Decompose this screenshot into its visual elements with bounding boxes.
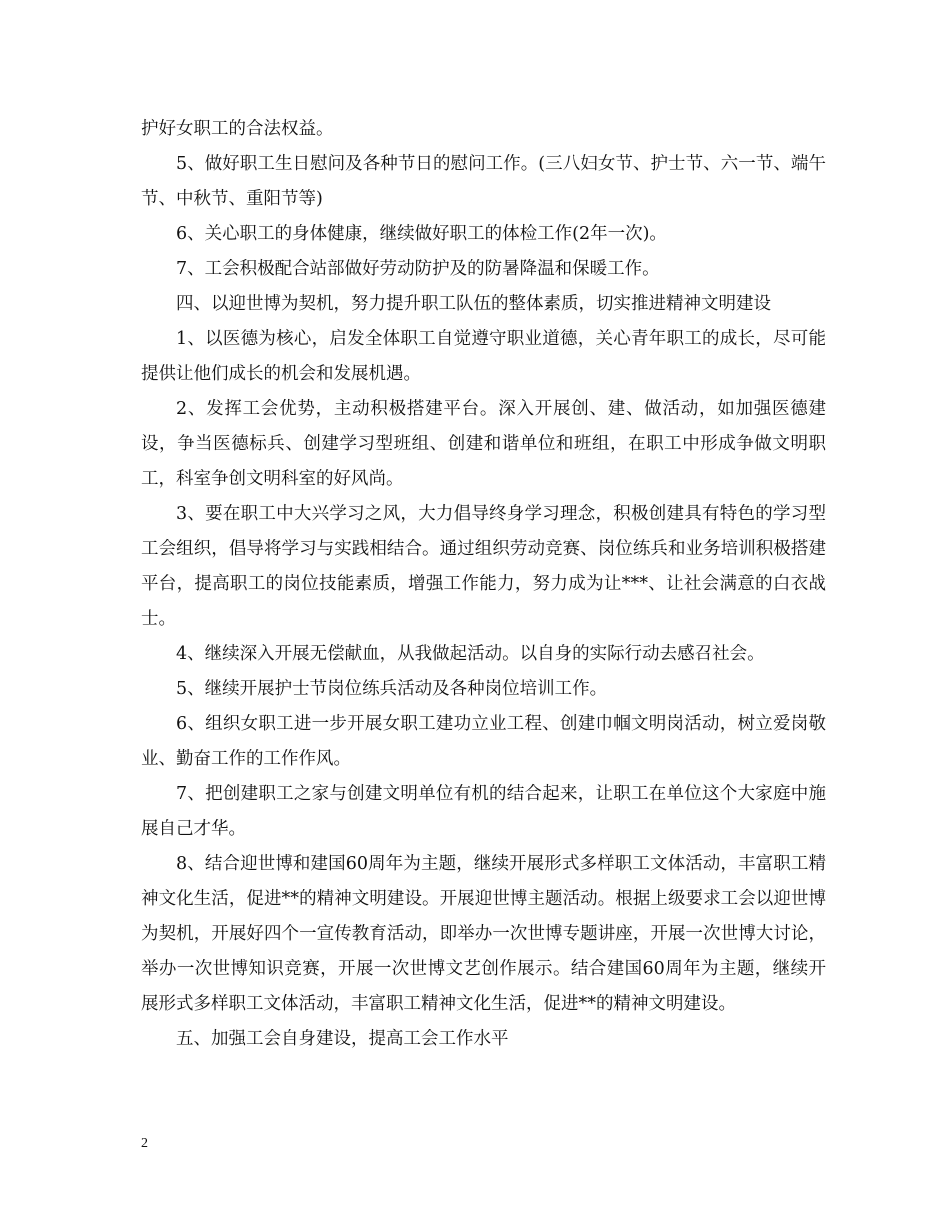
paragraph: 7、工会积极配合站部做好劳动防护及的防暑降温和保暖工作。 [176, 259, 660, 279]
paragraph: 五、加强工会自身建设，提高工会工作水平 [176, 1029, 509, 1049]
paragraph: 8、结合迎世博和建国60周年为主题，继续开展形式多样职工文体活动，丰富职工精神文化生活，促进**的精神文明建设。开展迎世博主题活动。根据上级要求工会以迎世博为契机，开展好四个一宣传教育活动，即举办一次世博专题讲座，开展一次世博大讨论，举办一次世博知识竞赛，开展一次世博文艺创作展示。结合建国60周年为主题，继续开展形式多样职工文体活动，丰富职工精神文化生活，促进**的精神文明建设。 [141, 854, 826, 1014]
paragraph: 6、关心职工的身体健康，继续做好职工的体检工作(2年一次)。 [176, 224, 667, 244]
paragraph: 7、把创建职工之家与创建文明单位有机的结合起来，让职工在单位这个大家庭中施展自己才华。 [141, 784, 826, 839]
page-number: 2 [141, 1136, 148, 1151]
paragraph: 3、要在职工中大兴学习之风，大力倡导终身学习理念，积极创建具有特色的学习型工会组织，倡导将学习与实践相结合。通过组织劳动竞赛、岗位练兵和业务培训积极搭建平台，提高职工的岗位技能素质，增强工作能力，努力成为让***、让社会满意的白衣战士。 [141, 504, 826, 629]
paragraph: 护好女职工的合法权益。 [141, 119, 334, 139]
paragraph: 5、继续开展护士节岗位练兵活动及各种岗位培训工作。 [176, 679, 608, 699]
document-body [141, 112, 826, 1057]
paragraph: 2、发挥工会优势，主动积极搭建平台。深入开展创、建、做活动，如加强医德建设，争当医德标兵、创建学习型班组、创建和谐单位和班组，在职工中形成争做文明职工，科室争创文明科室的好风尚。 [141, 399, 826, 489]
paragraph: 4、继续深入开展无偿献血，从我做起活动。以自身的实际行动去感召社会。 [176, 644, 765, 664]
paragraph: 1、以医德为核心，启发全体职工自觉遵守职业道德，关心青年职工的成长，尽可能提供让他们成长的机会和发展机遇。 [141, 329, 826, 384]
paragraph: 6、组织女职工进一步开展女职工建功立业工程、创建巾帼文明岗活动，树立爱岗敬业、勤奋工作的工作作风。 [141, 714, 826, 769]
paragraph: 四、以迎世博为契机，努力提升职工队伍的整体素质，切实推进精神文明建设 [176, 294, 771, 314]
paragraph: 5、做好职工生日慰问及各种节日的慰问工作。(三八妇女节、护士节、六一节、端午节、中秋节、重阳节等) [141, 154, 826, 209]
